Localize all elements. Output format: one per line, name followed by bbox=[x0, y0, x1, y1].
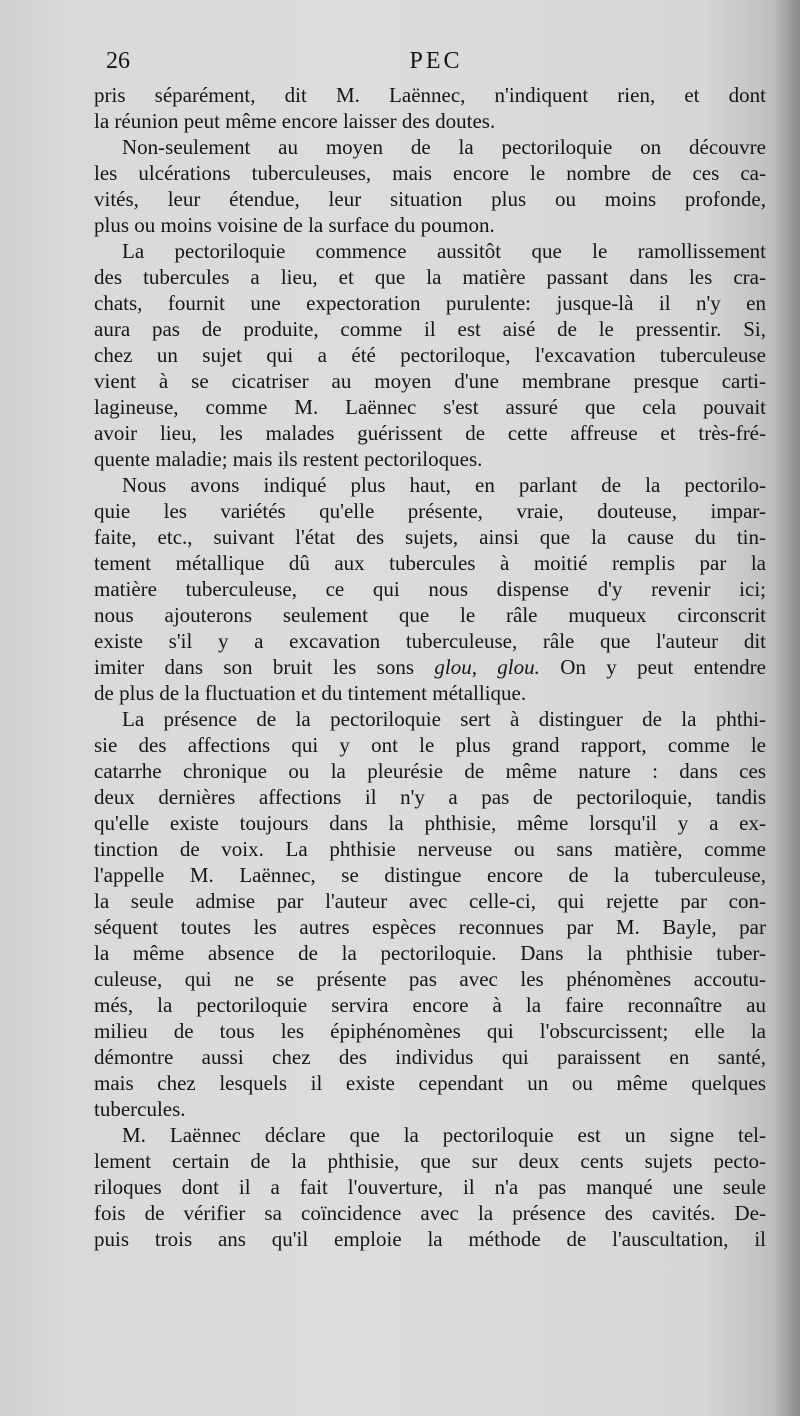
italic-text-run: glou, glou. bbox=[434, 655, 540, 679]
text-line: nous ajouterons seulement que le râle muqueux circonscrit bbox=[94, 603, 766, 627]
text-line: M. Laënnec déclare que la pectoriloquie est un signe tel- bbox=[122, 1123, 766, 1147]
text-line: l'appelle M. Laënnec, se distingue encore de la tuberculeuse, bbox=[94, 863, 766, 887]
text-line: lement certain de la phthisie, que sur deux cents sujets pecto- bbox=[94, 1149, 766, 1173]
text-line: tinction de voix. La phthisie nerveuse ou sans matière, comme bbox=[94, 837, 766, 861]
text-line: culeuse, qui ne se présente pas avec les phénomènes accoutu- bbox=[94, 967, 766, 991]
text-line: avoir lieu, les malades guérissent de cette affreuse et très-fré- bbox=[94, 421, 766, 445]
page-header bbox=[106, 46, 766, 76]
text-line: sie des affections qui y ont le plus grand rapport, comme le bbox=[94, 733, 766, 757]
text-line: des tubercules a lieu, et que la matière passant dans les cra- bbox=[94, 265, 766, 289]
text-line: la réunion peut même encore laisser des doutes. bbox=[94, 109, 496, 133]
text-line: La pectoriloquie commence aussitôt que le ramollissement bbox=[122, 239, 766, 263]
page-edge-shadow bbox=[772, 0, 800, 1416]
text-line: puis trois ans qu'il emploie la méthode de l'auscultation, il bbox=[94, 1227, 766, 1251]
text-line: de plus de la fluctuation et du tintement métallique. bbox=[94, 681, 527, 705]
text-line: démontre aussi chez des individus qui paraissent en santé, bbox=[94, 1045, 766, 1069]
text-line: vient à se cicatriser au moyen d'une membrane presque carti- bbox=[94, 369, 766, 393]
text-line: tubercules. bbox=[94, 1097, 186, 1121]
text-run: imiter dans son bruit les sons bbox=[94, 655, 435, 679]
text-line: catarrhe chronique ou la pleurésie de même nature : dans ces bbox=[94, 759, 766, 783]
text-line: quie les variétés qu'elle présente, vraie, douteuse, impar- bbox=[94, 499, 766, 523]
text-line: riloques dont il a fait l'ouverture, il n'a pas manqué une seule bbox=[94, 1175, 766, 1199]
text-line: chats, fournit une expectoration purulente: jusque-là il n'y en bbox=[94, 291, 766, 315]
text-line: la seule admise par l'auteur avec celle-ci, qui rejette par con- bbox=[94, 889, 766, 913]
text-line: séquent toutes les autres espèces reconnues par M. Bayle, par bbox=[94, 915, 766, 939]
text-line: Non-seulement au moyen de la pectoriloquie on découvre bbox=[122, 135, 766, 159]
text-line: pris séparément, dit M. Laënnec, n'indiquent rien, et dont bbox=[94, 83, 766, 107]
text-line: La présence de la pectoriloquie sert à distinguer de la phthi- bbox=[122, 707, 766, 731]
text-line: existe s'il y a excavation tuberculeuse, râle que l'auteur dit bbox=[94, 629, 766, 653]
running-head: PEC bbox=[409, 48, 463, 74]
text-line: vités, leur étendue, leur situation plus ou moins profonde, bbox=[94, 187, 766, 211]
text-line: Nous avons indiqué plus haut, en parlant de la pectorilo- bbox=[122, 473, 766, 497]
text-line: plus ou moins voisine de la surface du poumon. bbox=[94, 213, 495, 237]
text-line: més, la pectoriloquie servira encore à la faire reconnaître au bbox=[94, 993, 766, 1017]
page-number: 26 bbox=[106, 48, 130, 74]
body-text bbox=[94, 82, 766, 1252]
text-line: matière tuberculeuse, ce qui nous dispense d'y revenir ici; bbox=[94, 577, 766, 601]
text-line: faite, etc., suivant l'état des sujets, ainsi que la cause du tin- bbox=[94, 525, 766, 549]
text-line: la même absence de la pectoriloquie. Dans la phthisie tuber- bbox=[94, 941, 766, 965]
text-line: deux dernières affections il n'y a pas de pectoriloquie, tandis bbox=[94, 785, 766, 809]
text-line: aura pas de produite, comme il est aisé de le pressentir. Si, bbox=[94, 317, 766, 341]
text-line: lagineuse, comme M. Laënnec s'est assuré que cela pouvait bbox=[94, 395, 766, 419]
text-line bbox=[94, 654, 766, 680]
text-line: mais chez lesquels il existe cependant un ou même quelques bbox=[94, 1071, 766, 1095]
text-line: les ulcérations tuberculeuses, mais encore le nombre de ces ca- bbox=[94, 161, 766, 185]
text-line: fois de vérifier sa coïncidence avec la présence des cavités. De- bbox=[94, 1201, 766, 1225]
text-line: tement métallique dû aux tubercules à moitié remplis par la bbox=[94, 551, 766, 575]
text-line: milieu de tous les épiphénomènes qui l'obscurcissent; elle la bbox=[94, 1019, 766, 1043]
text-line: quente maladie; mais ils restent pectoriloques. bbox=[94, 447, 483, 471]
text-run: On y peut entendre bbox=[539, 655, 766, 679]
text-line: chez un sujet qui a été pectoriloque, l'excavation tuberculeuse bbox=[94, 343, 766, 367]
text-line: qu'elle existe toujours dans la phthisie, même lorsqu'il y a ex- bbox=[94, 811, 766, 835]
